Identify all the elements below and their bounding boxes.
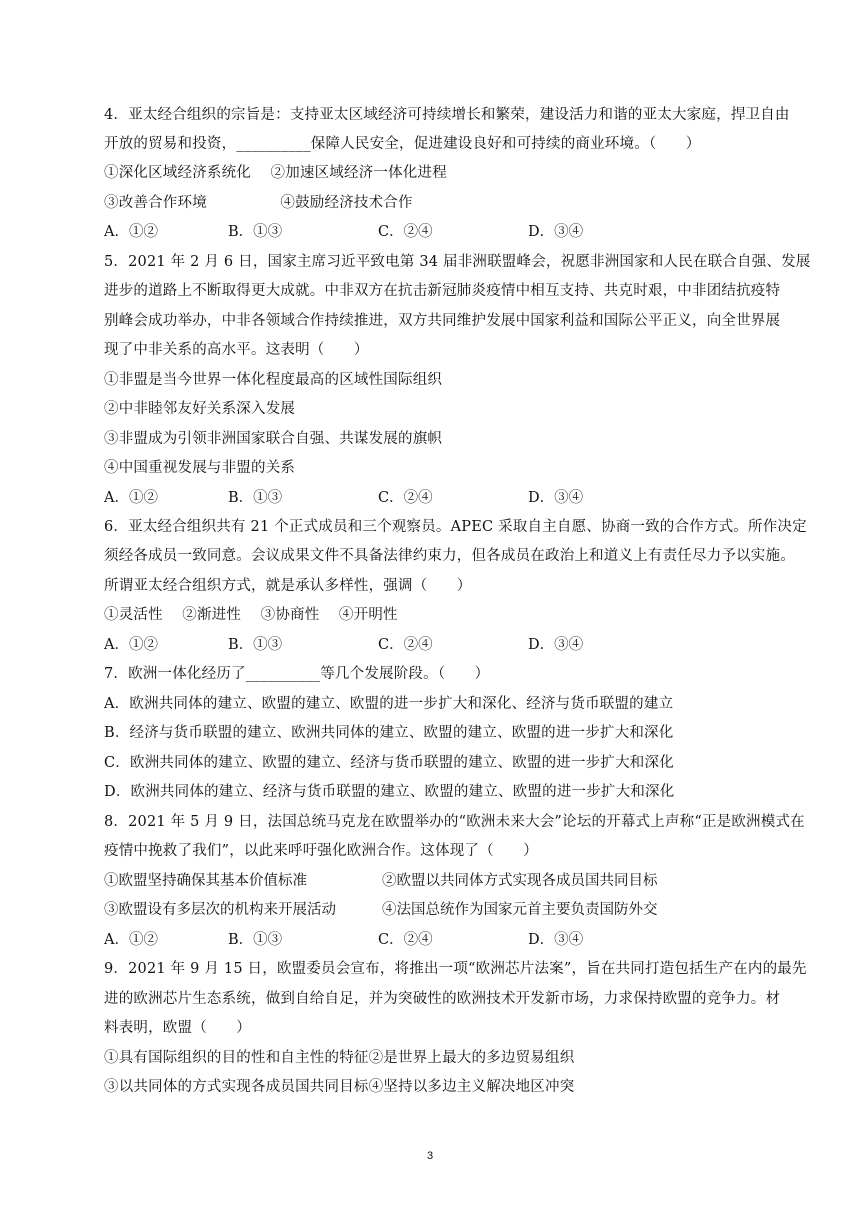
q8-option-a[interactable]: A．①② <box>104 932 158 948</box>
q4-option-d[interactable]: D．③④ <box>528 224 584 240</box>
q7-option-a[interactable]: A．欧洲共同体的建立、欧盟的建立、欧盟的进一步扩大和深化、经济与货币联盟的建立 <box>104 696 674 712</box>
q5-stem-line-2: 进步的道路上不断取得更大成就。中非双方在抗击新冠肺炎疫情中相互支持、共克时艰，中非团结抗疫特 <box>104 283 781 299</box>
q4-option-c[interactable]: C．②④ <box>378 224 433 240</box>
q5-stem-line-4: 现了中非关系的高水平。这表明（ ） <box>104 342 369 358</box>
q6-option-d[interactable]: D．③④ <box>528 637 584 653</box>
q6-items: ①灵活性 ②渐进性 ③协商性 ④开明性 <box>104 607 398 623</box>
q8-item-1: ①欧盟坚持确保其基本价值标准 <box>104 873 307 889</box>
q4-item-line-1: ①深化区域经济系统化 ②加速区域经济一体化进程 <box>104 165 447 181</box>
q5-option-d[interactable]: D．③④ <box>528 490 584 506</box>
q4-option-b[interactable]: B．①③ <box>228 224 283 240</box>
q9-items-line-1: ①具有国际组织的目的性和自主性的特征②是世界上最大的多边贸易组织 <box>104 1050 575 1066</box>
q9-items-line-2: ③以共同体的方式实现各成员国共同目标④坚持以多边主义解决地区冲突 <box>104 1079 575 1095</box>
q6-stem-line-3: 所谓亚太经合组织方式，就是承认多样性，强调（ ） <box>104 578 472 594</box>
q6-stem-line-2: 须经各成员一致同意。会议成果文件不具备法律约束力，但各成员在政治上和道义上有责任尽力予以实施。 <box>104 548 795 564</box>
q5-stem-line-1: 5．2021 年 2 月 6 日，国家主席习近平致电第 34 届非洲联盟峰会，祝愿非洲国家和人民在联合自强、发展 <box>104 254 811 270</box>
q8-stem-line-2: 疫情中挽救了我们”，以此来呼吁强化欧洲合作。这体现了（ ） <box>104 843 538 859</box>
q5-option-c[interactable]: C．②④ <box>378 490 433 506</box>
q5-item-3: ③非盟成为引领非洲国家联合自强、共谋发展的旗帜 <box>104 431 443 447</box>
q8-item-4: ④法国总统作为国家元首主要负责国防外交 <box>382 902 658 918</box>
q7-option-c[interactable]: C．欧洲共同体的建立、欧盟的建立、经济与货币联盟的建立、欧盟的进一步扩大和深化 <box>104 755 674 771</box>
q9-stem-line-3: 料表明，欧盟（ ） <box>104 1020 251 1036</box>
q8-option-b[interactable]: B．①③ <box>228 932 283 948</box>
q7-option-b[interactable]: B．经济与货币联盟的建立、欧洲共同体的建立、欧盟的建立、欧盟的进一步扩大和深化 <box>104 725 674 741</box>
q9-stem-line-2: 进的欧洲芯片生态系统，做到自给自足，并为突破性的欧洲技术开发新市场，力求保持欧盟的竞争力。材 <box>104 991 781 1007</box>
q6-option-b[interactable]: B．①③ <box>228 637 283 653</box>
q6-stem-line-1: 6．亚太经合组织共有 21 个正式成员和三个观察员。APEC 采取自主自愿、协商一致的合作方式。所作决定 <box>104 519 807 535</box>
q6-option-a[interactable]: A．①② <box>104 637 158 653</box>
page-number: 3 <box>426 1150 434 1162</box>
q5-item-4: ④中国重视发展与非盟的关系 <box>104 460 296 476</box>
q4-option-a[interactable]: A．①② <box>104 224 158 240</box>
q9-stem-line-1: 9．2021 年 9 月 15 日，欧盟委员会宣布，将推出一项“欧洲芯片法案”，旨在共同打造包括生产在内的最先 <box>104 961 807 977</box>
q8-option-d[interactable]: D．③④ <box>528 932 584 948</box>
q7-stem: 7．欧洲一体化经历了__________等几个发展阶段。（ ） <box>104 666 490 682</box>
q8-item-2: ②欧盟以共同体方式实现各成员国共同目标 <box>382 873 658 889</box>
q7-option-d[interactable]: D．欧洲共同体的建立、经济与货币联盟的建立、欧盟的建立、欧盟的进一步扩大和深化 <box>104 784 675 800</box>
q5-option-b[interactable]: B．①③ <box>228 490 283 506</box>
q5-option-a[interactable]: A．①② <box>104 490 158 506</box>
q5-item-2: ②中非睦邻友好关系深入发展 <box>104 401 296 417</box>
q5-stem-line-3: 别峰会成功举办，中非各领域合作持续推进，双方共同维护发展中国家利益和国际公平正义，向全世界展 <box>104 313 781 329</box>
q8-stem-line-1: 8．2021 年 5 月 9 日，法国总统马克龙在欧盟举办的“欧洲未来大会”论坛的开幕式上声称“正是欧洲模式在 <box>104 814 805 830</box>
q4-stem-line-2: 开放的贸易和投资，__________保障人民安全，促进建设良好和可持续的商业环境。（ ） <box>104 136 701 152</box>
q4-stem-line-1: 4．亚太经合组织的宗旨是：支持亚太区域经济可持续增长和繁荣，建设活力和谐的亚太大家庭，捍卫自由 <box>104 107 790 123</box>
q8-item-3: ③欧盟设有多层次的机构来开展活动 <box>104 902 336 918</box>
q8-option-c[interactable]: C．②④ <box>378 932 433 948</box>
q4-item-line-2: ③改善合作环境 ④鼓励经济技术合作 <box>104 195 413 211</box>
q5-item-1: ①非盟是当今世界一体化程度最高的区域性国际组织 <box>104 372 443 388</box>
q6-option-c[interactable]: C．②④ <box>378 637 433 653</box>
